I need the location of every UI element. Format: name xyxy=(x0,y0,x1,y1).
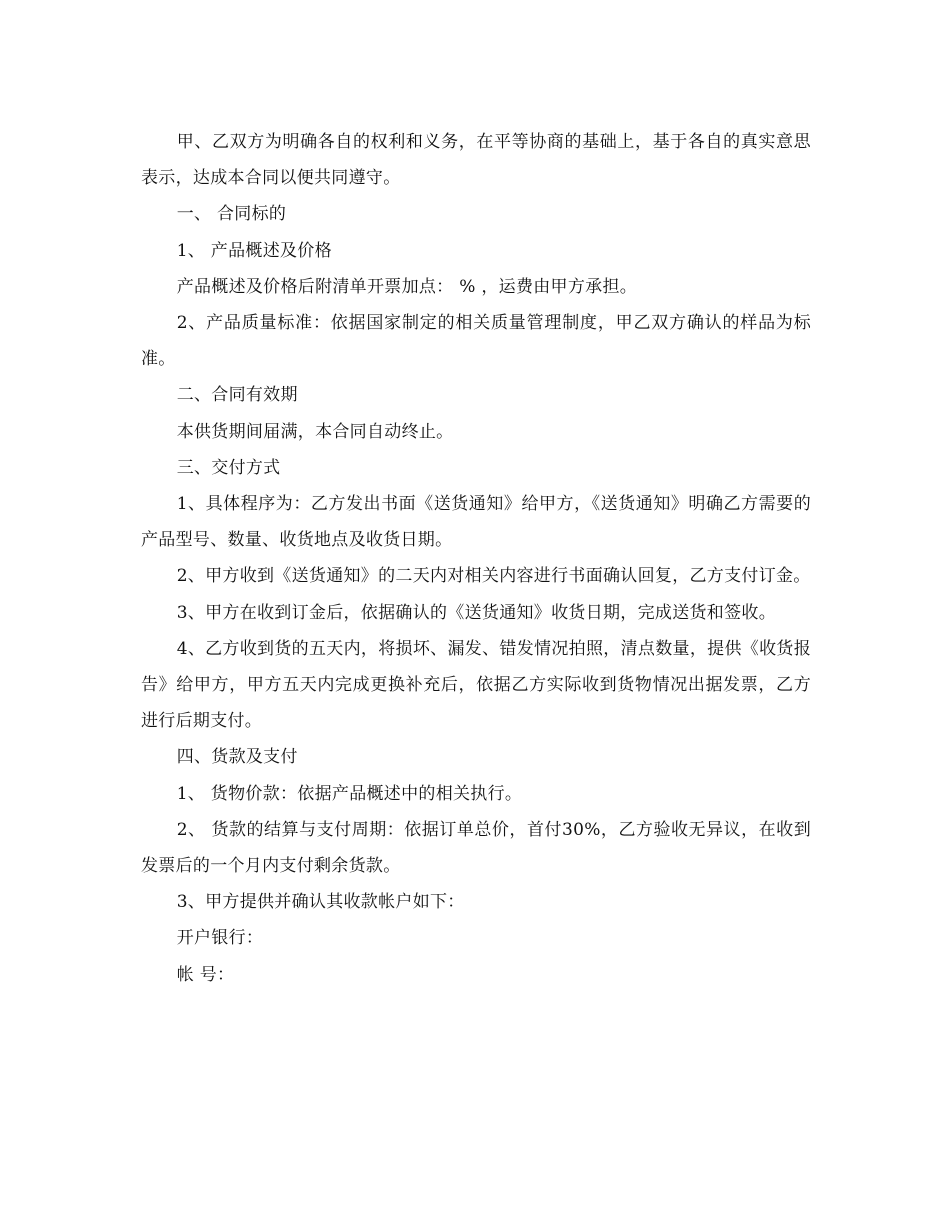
clause-validity-text: 本供货期间届满，本合同自动终止。 xyxy=(176,421,454,442)
clause-goods-price: 1、 货物价款：依据产品概述中的相关执行。 xyxy=(176,783,523,804)
clause-quality-standard: 2、产品质量标准：依据国家制定的相关质量管理制度，甲乙双方确认的样品为标准。 xyxy=(141,313,811,370)
field-account-label: 帐 号： xyxy=(176,964,235,985)
clause-product-overview-text: 产品概述及价格后附清单开票加点： % ，运费由甲方承担。 xyxy=(176,276,638,297)
clause-product-overview-heading: 1、 产品概述及价格 xyxy=(176,240,332,261)
contract-body xyxy=(141,124,811,993)
intro-paragraph: 甲、乙双方为明确各自的权利和义务，在平等协商的基础上，基于各自的真实意思表示，达成本合同以便共同遵守。 xyxy=(141,132,811,189)
clause-delivery-signoff: 3、甲方在收到订金后，依据确认的《送货通知》收货日期，完成送货和签收。 xyxy=(176,602,777,623)
clause-receipt-report: 4、乙方收到货的五天内，将损坏、漏发、错发情况拍照，清点数量，提供《收货报告》给甲方，甲方五天内完成更换补充后，依据乙方实际收到货物情况出据发票，乙方进行后期支付。 xyxy=(141,638,811,732)
section-heading-delivery: 三、交付方式 xyxy=(176,457,281,478)
section-heading-validity: 二、合同有效期 xyxy=(176,385,298,406)
clause-settlement-cycle: 2、 货款的结算与支付周期：依据订单总价，首付30%，乙方验收无异议，在收到发票后的一个月内支付剩余货款。 xyxy=(141,819,811,877)
field-bank-label: 开户银行： xyxy=(176,928,264,949)
section-heading-contract-subject: 一、 合同标的 xyxy=(176,204,287,225)
clause-delivery-procedure: 1、具体程序为：乙方发出书面《送货通知》给甲方，《送货通知》明确乙方需要的产品型号、数量、收货地点及收货日期。 xyxy=(141,494,811,551)
clause-account-intro: 3、甲方提供并确认其收款帐户如下： xyxy=(176,892,465,913)
section-heading-payment: 四、货款及支付 xyxy=(176,747,298,768)
clause-delivery-confirmation: 2、甲方收到《送货通知》的二天内对相关内容进行书面确认回复，乙方支付订金。 xyxy=(176,566,811,587)
